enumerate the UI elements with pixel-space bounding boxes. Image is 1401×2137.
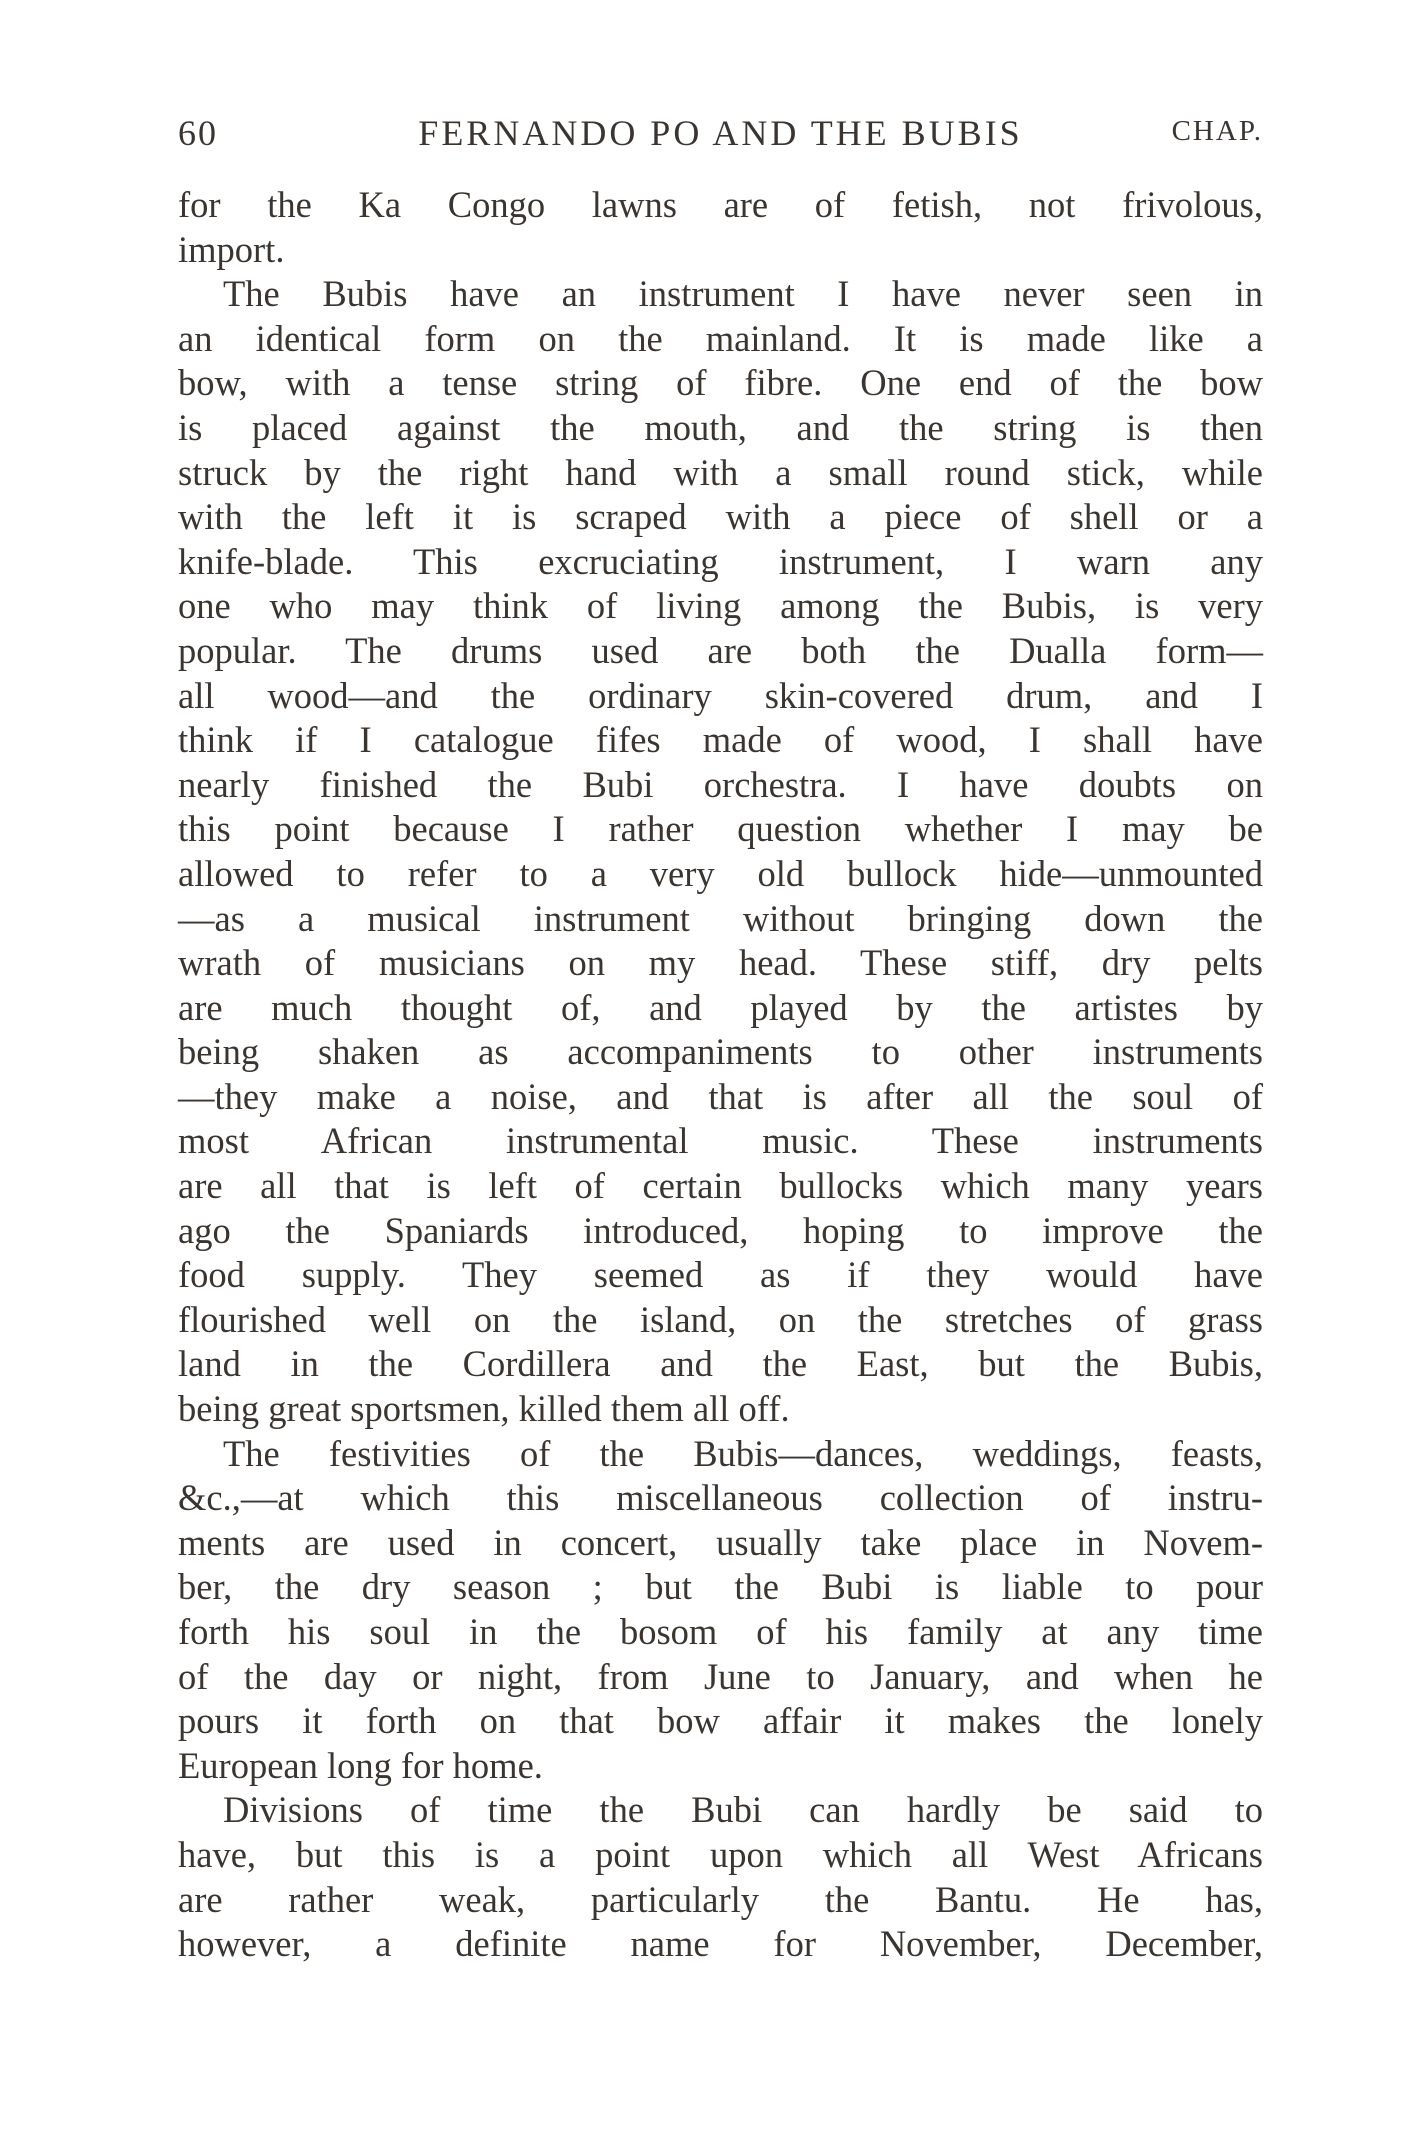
running-title: FERNANDO PO AND THE BUBIS (418, 113, 1023, 153)
text-line: knife-blade. This excruciating instrument, I warn any (178, 540, 1263, 582)
text-line: have, but this is a point upon which all West Africans (178, 1833, 1263, 1875)
text-line: allowed to refer to a very old bullock hide—unmounted (178, 852, 1263, 894)
text-line: pours it forth on that bow affair it makes the lonely (178, 1700, 1263, 1742)
text-line: are rather weak, particularly the Bantu. He has, (178, 1878, 1263, 1920)
text-line: of the day or night, from June to January, and when he (178, 1655, 1263, 1697)
text-line: are much thought of, and played by the artistes by (178, 986, 1263, 1028)
body-text (178, 183, 1263, 1967)
text-line: for the Ka Congo lawns are of fetish, not frivolous, (178, 184, 1263, 225)
text-line: are all that is left of certain bullocks which many years (178, 1165, 1263, 1207)
text-line: ber, the dry season ; but the Bubi is liable to pour (178, 1566, 1263, 1608)
text-line: European long for home. (178, 1744, 543, 1786)
text-line: struck by the right hand with a small round stick, while (178, 451, 1263, 493)
paragraph-first-line: Divisions of time the Bubi can hardly be said to (223, 1789, 1263, 1831)
text-line: think if I catalogue fifes made of wood, I shall have (178, 719, 1263, 761)
text-line: import. (178, 228, 285, 270)
paragraph-first-line: The Bubis have an instrument I have never seen in (223, 273, 1263, 315)
paragraph-first-line: The festivities of the Bubis—dances, weddings, feasts, (223, 1432, 1263, 1474)
text-line: most African instrumental music. These instruments (178, 1120, 1263, 1162)
text-line: popular. The drums used are both the Dualla form— (178, 629, 1263, 671)
page-number: 60 (178, 113, 218, 153)
text-line: one who may think of living among the Bubis, is very (178, 585, 1263, 627)
text-line: ago the Spaniards introduced, hoping to improve the (178, 1209, 1263, 1251)
chapter-abbrev: CHAP. (1171, 115, 1263, 147)
text-line: being great sportsmen, killed them all off. (178, 1388, 790, 1430)
text-line: bow, with a tense string of fibre. One end of the bow (178, 362, 1263, 404)
text-line: &c.,—at which this miscellaneous collection of instru- (178, 1477, 1263, 1519)
text-line: flourished well on the island, on the stretches of grass (178, 1298, 1263, 1340)
text-line: —they make a noise, and that is after all the soul of (178, 1075, 1263, 1117)
text-line: food supply. They seemed as if they would have (178, 1254, 1263, 1296)
running-head (178, 112, 1263, 162)
text-line: being shaken as accompaniments to other instruments (178, 1031, 1263, 1073)
text-line: this point because I rather question whether I may be (178, 808, 1263, 850)
text-line: land in the Cordillera and the East, but the Bubis, (178, 1343, 1263, 1385)
text-line: an identical form on the mainland. It is made like a (178, 317, 1263, 359)
text-line: forth his soul in the bosom of his family at any time (178, 1611, 1263, 1652)
text-line: however, a definite name for November, December, (178, 1923, 1263, 1965)
text-line: ments are used in concert, usually take place in Novem- (178, 1521, 1263, 1563)
text-line: with the left it is scraped with a piece of shell or a (178, 496, 1263, 538)
text-line: —as a musical instrument without bringing down the (178, 897, 1263, 939)
text-line: all wood—and the ordinary skin-covered drum, and I (178, 674, 1263, 716)
text-line: nearly finished the Bubi orchestra. I have doubts on (178, 763, 1263, 805)
text-line: wrath of musicians on my head. These stiff, dry pelts (178, 942, 1263, 984)
text-line: is placed against the mouth, and the string is then (178, 406, 1263, 448)
